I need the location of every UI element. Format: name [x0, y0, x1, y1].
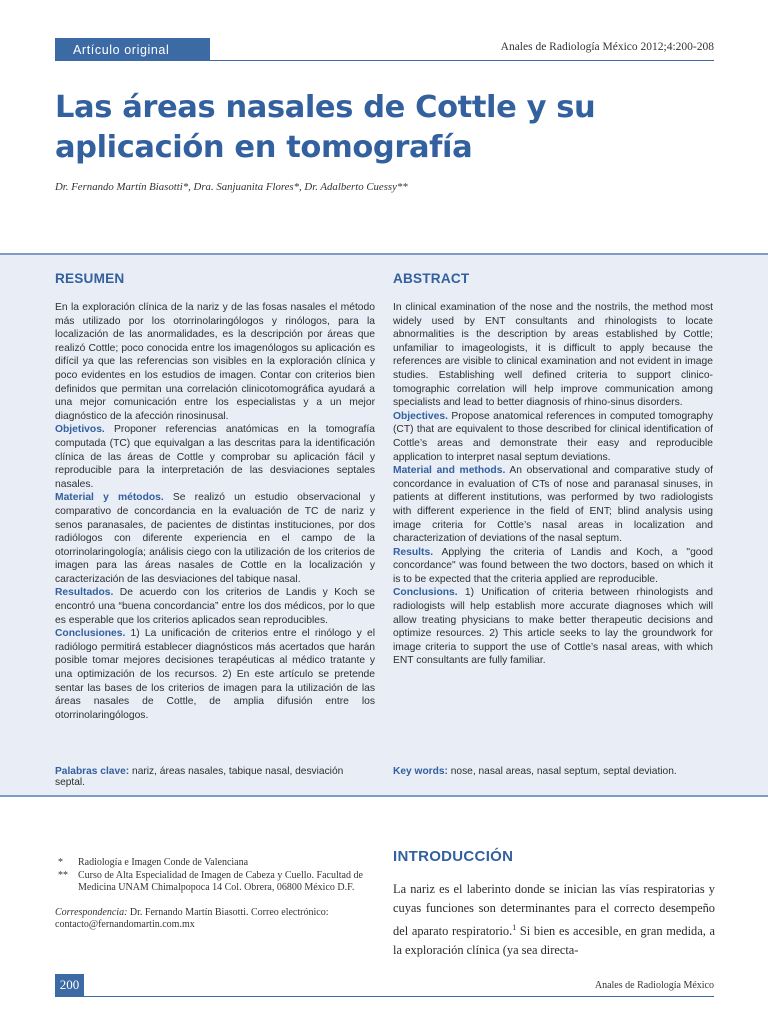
reference-marker[interactable]: 1 — [512, 923, 517, 932]
footnote-mark: ** — [58, 869, 68, 881]
page-header — [55, 38, 714, 61]
results-text: De acuerdo con los criterios de Landis y Koch se encontró una “buena concordancia” entre los dos médicos, por lo que es esperable que los criterios aplicados sean reproducibles. — [55, 587, 375, 626]
keywords-label: Key words: — [393, 766, 448, 777]
objectives-text: Proponer referencias anatómicas en la tomografía computada (TC) que equivalgan a las descritas para la identificación clínica de las áreas de Cottle y comprobar su aplicación fácil y reproducible para la interpretación de las desviaciones septales nasales. — [55, 424, 375, 490]
introduction-text — [393, 880, 715, 960]
footnote-mark: * — [58, 857, 63, 868]
introduction-text-part1: La nariz es el laberinto donde se inician las vías respiratorias y cuyas funciones son determinantes para el correcto desempeño del aparato respiratorio. — [393, 882, 715, 939]
footer-journal-name: Anales de Radiología México — [594, 980, 714, 991]
footnote-affiliation-2 — [55, 870, 375, 895]
keywords-text: nose, nasal areas, nasal septum, septal deviation. — [447, 766, 677, 777]
abstract-intro: In clinical examination of the nose and the nostrils, the method most widely used by ENT consultants and rhinologists to locate abnormalities is the description by areas established by Cottle; unfamiliar to imageologists, it is difficult to apply because the references are visible to clinical examination and not evident in image studies. Establishing well defined criteria to support clinico-tomographic correlation will help improve communication among specialists and lead to better diagnosis of rhino-sinus disorders. — [393, 302, 713, 409]
resumen-conclusions — [55, 627, 375, 722]
page-number: 200 — [55, 974, 84, 996]
footnotes — [55, 857, 375, 932]
correspondence-label: Correspondencia: — [55, 906, 128, 918]
article-authors: Dr. Fernando Martín Biasotti*, Dra. Sanjuanita Flores*, Dr. Adalberto Cuessy** — [55, 181, 408, 193]
methods-label: Material and methods. — [393, 465, 506, 477]
keywords-label: Palabras clave: — [55, 766, 130, 777]
correspondence-text: Dr. Fernando Martín Biasotti. Correo electrónico: contacto@fernandomartin.com.mx — [55, 906, 329, 930]
methods-text: An observational and comparative study of concordance in evaluation of CTs of nose and paranasal sinuses, in patients at different institutions, was performed by two radiologists with different experience in the field of ENT; blind analysis using image criteria for Cottle’s nasal areas in localization and characterization of deviations of the nasal septum. — [393, 465, 713, 545]
conclusions-text: 1) La unificación de criterios entre el rinólogo y el radiólogo permitirá establecer diagnósticos más acertados que harán posible tomar mejores decisiones terapéuticas al médico tratante y una optimización de los recursos. 2) En este artículo se pretende sentar las bases de los criterios de imagen para la utilización de las áreas nasales de Cottle, de amplia difusión entre los otorrinolaringólogos. — [55, 628, 375, 721]
footnote-affiliation-1 — [55, 857, 375, 870]
abstract-methods — [393, 464, 713, 546]
journal-citation: Anales de Radiología México 2012;4:200-208 — [500, 41, 714, 53]
abstract-conclusions — [393, 586, 713, 668]
resumen-objectives — [55, 423, 375, 491]
resumen-heading: RESUMEN — [55, 271, 125, 286]
resumen-methods — [55, 491, 375, 586]
resumen-keywords — [55, 766, 375, 788]
correspondence — [55, 907, 375, 932]
abstract-results — [393, 546, 713, 587]
objectives-label: Objectives. — [393, 410, 448, 422]
resumen-intro: En la exploración clínica de la nariz y de las fosas nasales el método más utilizado por los otorrinolaringólogos y rinólogos, para la localización de las anormalidades, es la descripción por áreas que realizó Cottle; poco conocida entre los imagenólogos su aplicación es difícil ya que las referencias son visibles en la exploración clínica y poco evidentes en los estudios de imagen. Contar con criterios bien definidos que permitan una correlación clinicotomográfica ayudará a una mejor comunicación entre los especialistas y a un mejor diagnóstico de la afección rinosinusal. — [55, 302, 375, 422]
abstract-keywords — [393, 766, 713, 777]
footnote-text: Curso de Alta Especialidad de Imagen de Cabeza y Cuello. Facultad de Medicina UNAM Chimalpopoca 14 Col. Obrera, 06800 México D.F. — [78, 869, 363, 893]
introduction-heading: INTRODUCCIÓN — [393, 848, 514, 865]
methods-label: Material y métodos. — [55, 492, 164, 504]
resumen-results — [55, 586, 375, 627]
footer-rule — [55, 996, 714, 997]
abstract-heading: ABSTRACT — [393, 271, 470, 286]
conclusions-text: 1) Unification of criteria between rhinologists and radiologists will help establish more accurate diagnoses which will allow treating physicians to make better therapeutic decisions and optimize resources. 2) This article seeks to lay the groundwork for image criteria to support the use of Cottle’s nasal areas, with which ENT consultants are fully familiar. — [393, 587, 713, 667]
conclusions-label: Conclusiones. — [55, 628, 126, 640]
results-label: Resultados. — [55, 587, 114, 599]
resumen-body — [55, 301, 375, 722]
results-text: Applying the criteria of Landis and Koch, a "good concordance" was found between the two doctors, based on which it is to be expected that the criteria applied are reproducible. — [393, 546, 713, 585]
abstract-panel — [0, 253, 768, 797]
conclusions-label: Conclusions. — [393, 587, 458, 599]
footnote-text: Radiología e Imagen Conde de Valenciana — [78, 857, 249, 868]
methods-text: Se realizó un estudio observacional y comparativo de concordancia en la evaluación de TC de nariz y senos paranasales, de pacientes de distintas instituciones, por dos radiólogos con diferente experiencia en el campo de la otorrinolaringología; análisis ciego con la utilización de los criterios de imagen para las áreas nasales de Cottle en la localización y caracterización de las desviaciones del tabique nasal. — [55, 492, 375, 585]
section-label: Artículo original — [55, 38, 210, 60]
abstract-objectives — [393, 410, 713, 464]
keywords-text: nariz, áreas nasales, tabique nasal, desviación septal. — [55, 766, 344, 788]
results-label: Results. — [393, 546, 434, 558]
article-title: Las áreas nasales de Cottle y su aplicación en tomografía — [55, 90, 596, 165]
introduction-text-part2: Si bien es accesible, en gran medida, a la exploración clínica (ya sea directa- — [393, 924, 715, 958]
abstract-body — [393, 301, 713, 668]
objectives-text: Propose anatomical references in computed tomography (CT) that are equivalent to those described for clinical identification of Cottle’s areas and demonstrate their easy and reproducible application to interpret nasal septum deviations. — [393, 410, 713, 463]
objectives-label: Objetivos. — [55, 424, 105, 436]
